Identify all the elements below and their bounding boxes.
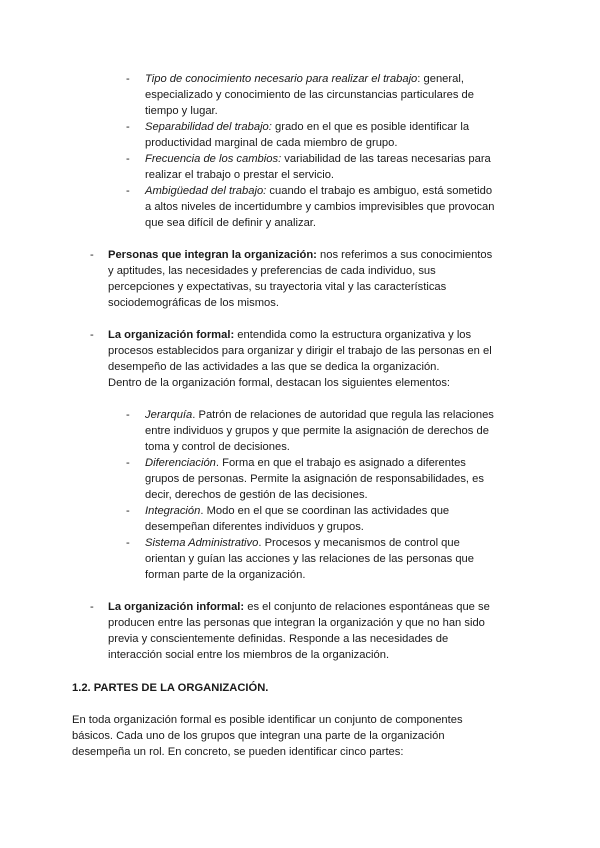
- text-line: especializado y conocimiento de las circunstancias particulares de: [145, 89, 474, 101]
- list-item: Ambigüedad del trabajo: cuando el trabajo es ambiguo, está sometido: [145, 185, 493, 197]
- bullet-dash: -: [126, 121, 130, 133]
- list-item: La organización informal: es el conjunto de relaciones espontáneas que se: [108, 601, 490, 613]
- text-line: tiempo y lugar.: [145, 105, 218, 117]
- text-line: procesos establecidos para organizar y dirigir el trabajo de las personas en el: [108, 345, 492, 357]
- bullet-dash: -: [126, 73, 130, 85]
- text-line: grupos de personas. Permite la asignación de responsabilidades, es: [145, 473, 484, 485]
- bullet-dash: -: [126, 457, 130, 469]
- text-line: sociodemográficas de los mismos.: [108, 297, 279, 309]
- text-line: a altos niveles de incertidumbre y cambios imprevisibles que provocan: [145, 201, 495, 213]
- text-line: desempeña un rol. En concreto, se pueden identificar cinco partes:: [72, 746, 404, 758]
- bullet-dash: -: [126, 185, 130, 197]
- list-item: Integración. Modo en el que se coordinan las actividades que: [145, 505, 450, 517]
- bullet-dash: -: [90, 249, 94, 261]
- text-line: orientan y guían las acciones y las relaciones de las personas que: [145, 553, 474, 565]
- text-line: previa y conscientemente definidas. Responde a las necesidades de: [108, 633, 449, 645]
- text-line: que sea difícil de definir y analizar.: [145, 217, 317, 229]
- list-item: Tipo de conocimiento necesario para realizar el trabajo: general,: [145, 73, 464, 85]
- list-item: Separabilidad del trabajo: grado en el que es posible identificar la: [145, 121, 470, 133]
- list-item: La organización formal: entendida como la estructura organizativa y los: [108, 329, 472, 341]
- bullet-dash: -: [126, 537, 130, 549]
- list-item: Frecuencia de los cambios: variabilidad de las tareas necesarias para: [145, 153, 491, 165]
- text-line: interacción social entre los miembros de la organización.: [108, 649, 390, 661]
- bullet-dash: -: [126, 505, 130, 517]
- text-line: realizar el trabajo o prestar el servicio.: [145, 169, 335, 181]
- bullet-dash: -: [90, 329, 94, 341]
- section-heading: 1.2. PARTES DE LA ORGANIZACIÓN.: [72, 682, 269, 694]
- bullet-dash: -: [126, 153, 130, 165]
- text-line: desempeño de las actividades a las que se dedica la organización.: [108, 361, 440, 373]
- bullet-dash: -: [126, 409, 130, 421]
- text-line: En toda organización formal es posible identificar un conjunto de componentes: [72, 714, 463, 726]
- text-line: entre individuos y grupos y que permite la asignación de derechos de: [145, 425, 489, 437]
- text-line: toma y control de decisiones.: [145, 441, 290, 453]
- list-item: Sistema Administrativo. Procesos y mecanismos de control que: [145, 537, 460, 549]
- text-line: decir, derechos de gestión de las decisiones.: [145, 489, 368, 501]
- list-item: Diferenciación. Forma en que el trabajo es asignado a diferentes: [145, 457, 466, 469]
- list-item: Jerarquía. Patrón de relaciones de autoridad que regula las relaciones: [145, 409, 494, 421]
- text-line: producen entre las personas que integran la organización y que no han sido: [108, 617, 485, 629]
- bullet-dash: -: [90, 601, 94, 613]
- text-line: percepciones y expectativas, su trayectoria vital y las características: [108, 281, 447, 293]
- text-line: básicos. Cada uno de los grupos que integran una parte de la organización: [72, 730, 445, 742]
- text-line: productividad marginal de cada miembro de grupo.: [145, 137, 398, 149]
- text-line: forman parte de la organización.: [145, 569, 306, 581]
- list-item: Personas que integran la organización: nos referimos a sus conocimientos: [108, 249, 493, 261]
- text-line: y aptitudes, las necesidades y preferencias de cada individuo, sus: [108, 265, 436, 277]
- text-line: Dentro de la organización formal, destacan los siguientes elementos:: [108, 377, 451, 389]
- text-line: desempeñan diferentes individuos y grupos.: [145, 521, 364, 533]
